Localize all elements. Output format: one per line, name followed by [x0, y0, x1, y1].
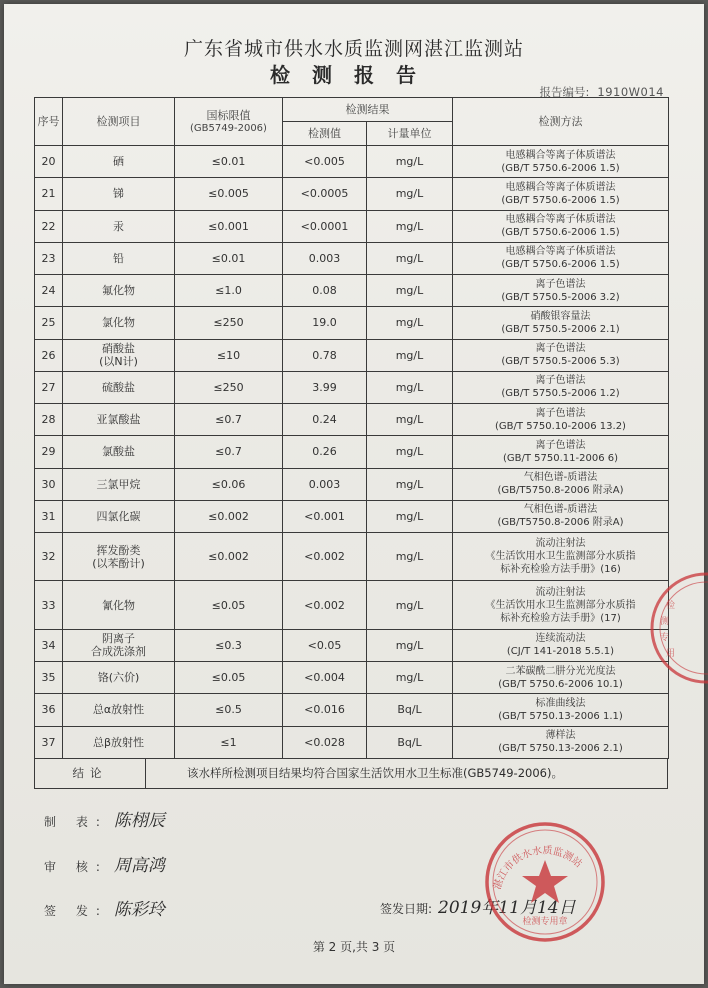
table-row	[35, 275, 669, 307]
issue-date-label: 签发日期:	[380, 902, 433, 916]
row-method-line: (GB/T 5750.6-2006 1.5)	[501, 162, 620, 174]
row-method-line: 离子色谱法	[535, 439, 586, 451]
row-method	[453, 533, 669, 581]
row-item-name: 亚氯酸盐	[96, 413, 141, 427]
row-unit: mg/L	[367, 500, 453, 532]
row-method	[453, 629, 669, 661]
row-unit: Bq/L	[367, 694, 453, 726]
row-item	[63, 662, 175, 694]
report-number-value: 1910W014	[597, 85, 664, 99]
row-limit: ≤0.3	[175, 629, 283, 661]
row-method	[453, 404, 669, 436]
row-method-line: 《生活饮用水卫生监测部分水质指	[485, 599, 636, 611]
row-limit: ≤1	[175, 726, 283, 758]
row-method	[453, 178, 669, 210]
row-method-line: (GB/T 5750.5-2006 1.2)	[501, 388, 620, 400]
row-limit: ≤0.05	[175, 581, 283, 629]
row-number: 25	[35, 307, 63, 339]
row-number: 21	[35, 178, 63, 210]
row-item-name: 硒	[113, 155, 124, 169]
header-limit	[175, 98, 283, 146]
row-item-name: 氯酸盐	[102, 445, 135, 459]
row-method	[453, 694, 669, 726]
row-item-name: 氯化物	[102, 316, 135, 330]
header-limit-standard: (GB5749-2006)	[190, 122, 267, 134]
row-item-name: 四氯化碳	[96, 509, 141, 523]
row-value: <0.005	[283, 146, 367, 178]
row-value: <0.0005	[283, 178, 367, 210]
row-item-name: 氰化物	[102, 598, 135, 612]
conclusion-text: 该水样所检测项目结果均符合国家生活饮用水卫生标准(GB5749-2006)。	[187, 766, 563, 780]
row-method-line: (CJ/T 141-2018 5.5.1)	[506, 646, 615, 658]
seal-stamp-official	[470, 820, 620, 950]
row-item-name: 挥发酚类	[96, 543, 141, 557]
row-item	[63, 694, 175, 726]
row-item	[63, 371, 175, 403]
row-method-line: 电感耦合等离子体质谱法	[505, 181, 616, 193]
row-limit: ≤0.01	[175, 146, 283, 178]
row-item-name: 三氯甲烷	[96, 477, 141, 491]
row-item-name: 铅	[113, 251, 124, 265]
row-number: 32	[35, 533, 63, 581]
row-method-line: (GB/T 5750.11-2006 6)	[502, 452, 619, 464]
row-method-line: 电感耦合等离子体质谱法	[505, 149, 616, 161]
row-unit: mg/L	[367, 404, 453, 436]
header-method: 检测方法	[453, 98, 669, 146]
conclusion-label: 结论	[35, 759, 146, 788]
row-unit: Bq/L	[367, 726, 453, 758]
reviewed-by	[44, 851, 165, 876]
seal-stamp-right	[648, 568, 708, 688]
row-item-name: 汞	[113, 219, 124, 233]
row-number: 26	[35, 339, 63, 371]
row-limit: ≤250	[175, 307, 283, 339]
row-item-note: 合成洗涤剂	[91, 645, 146, 659]
row-value: <0.028	[283, 726, 367, 758]
row-limit: ≤0.002	[175, 533, 283, 581]
table-row	[35, 307, 669, 339]
row-value: <0.05	[283, 629, 367, 661]
row-method-line: 气相色谱-质谱法	[523, 472, 598, 484]
row-limit: ≤0.05	[175, 662, 283, 694]
row-value: 0.003	[283, 242, 367, 274]
row-limit: ≤0.01	[175, 242, 283, 274]
row-value: <0.004	[283, 662, 367, 694]
row-limit: ≤0.7	[175, 404, 283, 436]
issue-date-value: 2019年11月14日	[438, 898, 576, 918]
row-limit: ≤0.005	[175, 178, 283, 210]
header-value: 检测值	[283, 122, 367, 146]
prepared-by	[44, 806, 165, 831]
table-row	[35, 404, 669, 436]
row-method-line: (GB/T5750.8-2006 附录A)	[497, 485, 624, 497]
header-item: 检测项目	[63, 98, 175, 146]
row-unit: mg/L	[367, 371, 453, 403]
table-row	[35, 726, 669, 758]
header-unit: 计量单位	[367, 122, 453, 146]
table-row	[35, 146, 669, 178]
row-unit: mg/L	[367, 533, 453, 581]
row-limit: ≤1.0	[175, 275, 283, 307]
row-item-name: 硝酸盐	[102, 342, 135, 356]
row-value: <0.002	[283, 533, 367, 581]
row-item	[63, 629, 175, 661]
row-method-line: (GB/T 5750.5-2006 5.3)	[501, 356, 620, 368]
issued-by	[44, 895, 165, 920]
header-result-group: 检测结果	[283, 98, 453, 122]
row-method-line: 电感耦合等离子体质谱法	[505, 214, 616, 226]
row-unit: mg/L	[367, 662, 453, 694]
svg-text:湛江市供水水质监测站: 湛江市供水水质监测站	[492, 845, 584, 891]
table-row	[35, 694, 669, 726]
row-unit: mg/L	[367, 242, 453, 274]
row-method-line: 薄样法	[545, 730, 576, 742]
row-number: 23	[35, 242, 63, 274]
row-method-line: (GB/T 5750.10-2006 13.2)	[495, 420, 626, 432]
row-method	[453, 371, 669, 403]
header-seq: 序号	[35, 98, 63, 146]
table-row	[35, 468, 669, 500]
row-item	[63, 500, 175, 532]
row-method-line: 二苯碳酰二肼分光光度法	[505, 665, 616, 677]
row-method	[453, 146, 669, 178]
row-number: 22	[35, 210, 63, 242]
row-number: 31	[35, 500, 63, 532]
row-method-line: 流动注射法	[535, 586, 586, 598]
row-method	[453, 500, 669, 532]
report-number-label: 报告编号:	[539, 85, 590, 99]
row-number: 24	[35, 275, 63, 307]
row-method-line: (GB/T5750.8-2006 附录A)	[497, 517, 624, 529]
reviewed-by-signature: 周高鸿	[113, 856, 165, 876]
row-method-line: 离子色谱法	[535, 375, 586, 387]
table-row	[35, 629, 669, 661]
row-item	[63, 468, 175, 500]
row-item-name: 硫酸盐	[102, 380, 135, 394]
row-value: 0.26	[283, 436, 367, 468]
row-item	[63, 242, 175, 274]
table-row	[35, 210, 669, 242]
results-table	[34, 97, 669, 759]
row-number: 28	[35, 404, 63, 436]
row-number: 33	[35, 581, 63, 629]
row-method-line: (GB/T 5750.6-2006 1.5)	[501, 194, 620, 206]
row-unit: mg/L	[367, 581, 453, 629]
row-item	[63, 436, 175, 468]
table-row	[35, 371, 669, 403]
row-unit: mg/L	[367, 275, 453, 307]
row-item	[63, 210, 175, 242]
row-value: 3.99	[283, 371, 367, 403]
row-method	[453, 581, 669, 629]
row-unit: mg/L	[367, 178, 453, 210]
row-item-name: 铬(六价)	[97, 671, 140, 685]
table-row	[35, 436, 669, 468]
row-item	[63, 404, 175, 436]
row-method-line: (GB/T 5750.6-2006 1.5)	[501, 259, 620, 271]
row-method-line: (GB/T 5750.13-2006 1.1)	[498, 710, 623, 722]
row-method-line: 标补充检验方法手册》(16)	[500, 564, 621, 576]
row-unit: mg/L	[367, 339, 453, 371]
row-item	[63, 581, 175, 629]
row-limit: ≤250	[175, 371, 283, 403]
row-unit: mg/L	[367, 210, 453, 242]
row-item-name: 氟化物	[102, 284, 135, 298]
issued-by-signature: 陈彩玲	[113, 900, 165, 920]
row-unit: mg/L	[367, 629, 453, 661]
row-method	[453, 307, 669, 339]
row-unit: mg/L	[367, 146, 453, 178]
prepared-by-signature: 陈栩辰	[113, 811, 165, 831]
row-method-line: 离子色谱法	[535, 407, 586, 419]
row-item	[63, 339, 175, 371]
row-method-line: (GB/T 5750.13-2006 2.1)	[498, 743, 623, 755]
row-method-line: 《生活饮用水卫生监测部分水质指	[485, 551, 636, 563]
table-row	[35, 533, 669, 581]
row-number: 29	[35, 436, 63, 468]
table-row	[35, 178, 669, 210]
row-method-line: 气相色谱-质谱法	[523, 504, 598, 516]
row-value: <0.016	[283, 694, 367, 726]
row-method	[453, 436, 669, 468]
row-value: 0.78	[283, 339, 367, 371]
row-method-line: 连续流动法	[535, 633, 586, 645]
row-value: 0.08	[283, 275, 367, 307]
row-method-line: 标准曲线法	[535, 697, 586, 709]
page-indicator: 第 2 页,共 3 页	[312, 940, 396, 954]
row-method-line: (GB/T 5750.5-2006 2.1)	[501, 323, 620, 335]
row-limit: ≤0.002	[175, 500, 283, 532]
row-number: 34	[35, 629, 63, 661]
row-method	[453, 275, 669, 307]
row-item-name: 总α放射性	[92, 703, 145, 717]
table-row	[35, 500, 669, 532]
row-method-line: (GB/T 5750.6-2006 10.1)	[498, 678, 623, 690]
svg-text:用: 用	[666, 649, 676, 659]
row-unit: mg/L	[367, 436, 453, 468]
table-row	[35, 581, 669, 629]
row-method	[453, 242, 669, 274]
row-limit: ≤0.5	[175, 694, 283, 726]
row-number: 37	[35, 726, 63, 758]
row-item	[63, 275, 175, 307]
row-unit: mg/L	[367, 468, 453, 500]
row-method	[453, 468, 669, 500]
row-item-name: 总β放射性	[92, 735, 145, 749]
row-method	[453, 662, 669, 694]
row-item-note: (以N计)	[99, 355, 138, 369]
svg-text:检: 检	[666, 601, 676, 611]
row-limit: ≤10	[175, 339, 283, 371]
organization-title: 广东省城市供水水质监测网湛江监测站	[183, 38, 524, 60]
table-row	[35, 662, 669, 694]
row-item-note: (以苯酚计)	[92, 556, 145, 570]
row-method	[453, 726, 669, 758]
row-value: <0.002	[283, 581, 367, 629]
issued-by-label: 签 发:	[44, 904, 108, 918]
row-value: 19.0	[283, 307, 367, 339]
row-value: 0.003	[283, 468, 367, 500]
row-item-name: 锑	[113, 187, 124, 201]
row-limit: ≤0.06	[175, 468, 283, 500]
row-method-line: 流动注射法	[535, 538, 586, 550]
table-row	[35, 339, 669, 371]
table-row	[35, 242, 669, 274]
row-number: 36	[35, 694, 63, 726]
prepared-by-label: 制 表:	[44, 815, 108, 829]
row-item	[63, 178, 175, 210]
row-method-line: (GB/T 5750.5-2006 3.2)	[501, 291, 620, 303]
row-limit: ≤0.7	[175, 436, 283, 468]
row-item	[63, 726, 175, 758]
svg-text:专: 专	[660, 633, 670, 643]
row-method	[453, 339, 669, 371]
row-method-line: 标补充检验方法手册》(17)	[500, 612, 621, 624]
conclusion-row	[34, 759, 668, 789]
row-item	[63, 146, 175, 178]
row-value: <0.0001	[283, 210, 367, 242]
svg-text:测: 测	[660, 617, 670, 627]
row-value: 0.24	[283, 404, 367, 436]
reviewed-by-label: 审 核:	[44, 860, 108, 874]
row-limit: ≤0.001	[175, 210, 283, 242]
row-method-line: 离子色谱法	[535, 278, 586, 290]
document-title: 检测报告	[270, 63, 438, 87]
row-method-line: 离子色谱法	[535, 343, 586, 355]
row-value: <0.001	[283, 500, 367, 532]
row-method	[453, 210, 669, 242]
row-item-name: 阴离子	[102, 632, 135, 646]
row-number: 20	[35, 146, 63, 178]
header-limit-label: 国标限值	[206, 108, 251, 122]
row-item	[63, 307, 175, 339]
row-item	[63, 533, 175, 581]
row-number: 27	[35, 371, 63, 403]
row-method-line: 硝酸银容量法	[530, 310, 591, 322]
row-number: 30	[35, 468, 63, 500]
row-unit: mg/L	[367, 307, 453, 339]
row-method-line: (GB/T 5750.6-2006 1.5)	[501, 227, 620, 239]
row-method-line: 电感耦合等离子体质谱法	[505, 246, 616, 258]
svg-text:检测专用章: 检测专用章	[522, 917, 568, 927]
row-number: 35	[35, 662, 63, 694]
